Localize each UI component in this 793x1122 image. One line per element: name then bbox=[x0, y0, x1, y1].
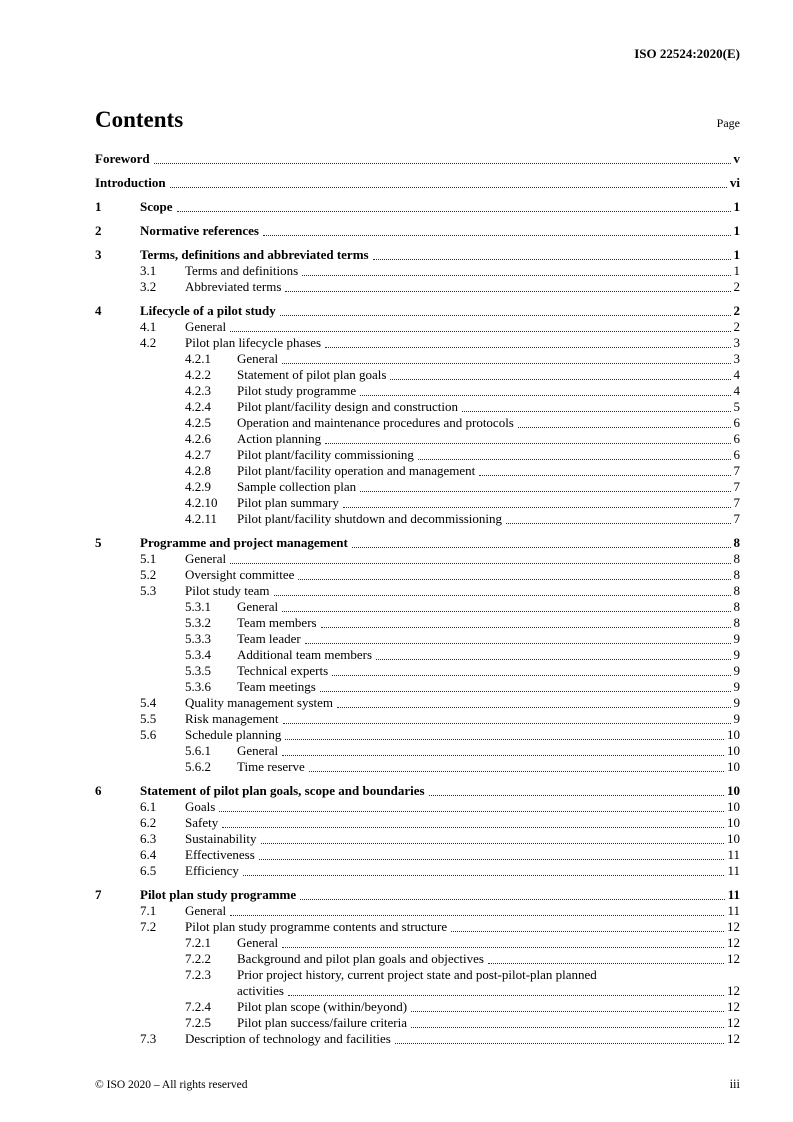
entry-leader bbox=[429, 795, 724, 796]
entry-number: 5.3.3 bbox=[185, 631, 211, 646]
entry-leader bbox=[285, 291, 730, 292]
toc-entry bbox=[185, 367, 740, 383]
entry-leader bbox=[506, 523, 730, 524]
entry-page: vi bbox=[729, 175, 740, 190]
footer-copyright: © ISO 2020 – All rights reserved bbox=[95, 1079, 248, 1091]
entry-page: 12 bbox=[727, 951, 740, 966]
entry-page: 6 bbox=[733, 431, 740, 446]
entry-label: Time reserve bbox=[237, 759, 305, 774]
toc-entry bbox=[185, 967, 740, 983]
entry-number: 4.2.7 bbox=[185, 447, 211, 462]
toc-entry bbox=[185, 447, 740, 463]
entry-number: 4.2.6 bbox=[185, 431, 211, 446]
entry-page: 8 bbox=[733, 583, 740, 598]
entry-leader bbox=[263, 235, 731, 236]
entry-number: 6.3 bbox=[140, 831, 157, 846]
toc-entry bbox=[185, 431, 740, 447]
entry-number: 3 bbox=[95, 247, 102, 262]
toc-entry bbox=[185, 935, 740, 951]
entry-page: 7 bbox=[733, 463, 740, 478]
entry-number: 4.2.9 bbox=[185, 479, 211, 494]
entry-page: 7 bbox=[733, 511, 740, 526]
entry-label: Team leader bbox=[237, 631, 301, 646]
entry-page: 2 bbox=[733, 303, 740, 318]
entry-label: General bbox=[237, 743, 279, 758]
entry-leader bbox=[321, 627, 731, 628]
entry-number: 1 bbox=[95, 199, 102, 214]
entry-label: Pilot plant/facility design and construction bbox=[237, 399, 458, 414]
toc-entry bbox=[185, 463, 740, 479]
entry-page: 4 bbox=[733, 367, 740, 382]
entry-label: Pilot plant/facility operation and management bbox=[237, 463, 476, 478]
entry-number: 6.2 bbox=[140, 815, 157, 830]
entry-label: General bbox=[237, 599, 279, 614]
entry-number: 7.2 bbox=[140, 919, 157, 934]
toc-entry bbox=[185, 383, 740, 399]
entry-number: 4.2.4 bbox=[185, 399, 211, 414]
entry-page: 12 bbox=[727, 999, 740, 1014]
toc-entry bbox=[140, 279, 740, 295]
entry-page: 9 bbox=[733, 711, 740, 726]
entry-leader bbox=[177, 211, 731, 212]
toc-entry bbox=[95, 175, 740, 191]
entry-label: Lifecycle of a pilot study bbox=[140, 303, 276, 318]
entry-label: Abbreviated terms bbox=[185, 279, 282, 294]
entry-label: General bbox=[185, 319, 227, 334]
entry-page: 12 bbox=[727, 919, 740, 934]
entry-label: Additional team members bbox=[237, 647, 373, 662]
entry-label: Description of technology and facilities bbox=[185, 1031, 391, 1046]
entry-page: 9 bbox=[733, 647, 740, 662]
entry-number: 6.4 bbox=[140, 847, 157, 862]
entry-leader bbox=[343, 507, 731, 508]
entry-leader bbox=[373, 259, 731, 260]
entry-label: Risk management bbox=[185, 711, 279, 726]
entry-page: 10 bbox=[727, 759, 740, 774]
entry-number: 6.5 bbox=[140, 863, 157, 878]
entry-leader bbox=[243, 875, 725, 876]
toc-entry bbox=[140, 863, 740, 879]
entry-label: Scope bbox=[140, 199, 173, 214]
entry-page: 9 bbox=[733, 695, 740, 710]
entry-leader bbox=[282, 611, 730, 612]
toc-entry bbox=[185, 679, 740, 695]
entry-label: Pilot plan scope (within/beyond) bbox=[237, 999, 408, 1014]
entry-label: Terms and definitions bbox=[185, 263, 299, 278]
toc-entry bbox=[140, 919, 740, 935]
toc-entry bbox=[185, 599, 740, 615]
entry-label: Pilot plant/facility commissioning bbox=[237, 447, 414, 462]
toc-entry bbox=[140, 551, 740, 567]
entry-number: 5.6 bbox=[140, 727, 157, 742]
entry-label: Foreword bbox=[95, 151, 150, 166]
entry-leader bbox=[288, 995, 724, 996]
entry-number: 4.2.1 bbox=[185, 351, 211, 366]
entry-leader bbox=[302, 275, 730, 276]
entry-leader bbox=[337, 707, 730, 708]
toc-entry bbox=[140, 727, 740, 743]
entry-leader bbox=[222, 827, 724, 828]
entry-number: 5.3.6 bbox=[185, 679, 211, 694]
toc-entry bbox=[185, 663, 740, 679]
entry-number: 6.1 bbox=[140, 799, 157, 814]
toc-list bbox=[95, 151, 740, 1047]
entry-page: 3 bbox=[733, 351, 740, 366]
toc-entry bbox=[140, 1031, 740, 1047]
entry-leader bbox=[154, 163, 731, 164]
toc-entry bbox=[140, 319, 740, 335]
toc-entry-continuation bbox=[185, 983, 740, 999]
entry-leader bbox=[283, 723, 731, 724]
entry-number: 5.5 bbox=[140, 711, 157, 726]
entry-page: 3 bbox=[733, 335, 740, 350]
entry-leader bbox=[219, 811, 724, 812]
entry-leader bbox=[352, 547, 731, 548]
entry-label: Operation and maintenance procedures and protocols bbox=[237, 415, 514, 430]
entry-page: 9 bbox=[733, 679, 740, 694]
toc-entry bbox=[140, 695, 740, 711]
entry-page: 10 bbox=[727, 727, 740, 742]
entry-label: Pilot plant/facility shutdown and decommissioning bbox=[237, 511, 503, 526]
entry-number: 4.2.8 bbox=[185, 463, 211, 478]
entry-label: Prior project history, current project state and post-pilot-plan planned bbox=[237, 967, 597, 982]
entry-number: 4.2.11 bbox=[185, 511, 218, 526]
entry-leader bbox=[411, 1027, 724, 1028]
toc-entry bbox=[185, 511, 740, 527]
toc-title: Contents bbox=[95, 107, 184, 132]
entry-label: Team members bbox=[237, 615, 317, 630]
entry-leader bbox=[282, 947, 724, 948]
entry-label: Pilot plan lifecycle phases bbox=[185, 335, 322, 350]
entry-number: 3.1 bbox=[140, 263, 157, 278]
entry-label: Team meetings bbox=[237, 679, 316, 694]
toc-entry bbox=[95, 223, 740, 239]
entry-label: Normative references bbox=[140, 223, 259, 238]
entry-page: 8 bbox=[733, 535, 740, 550]
toc-entry bbox=[185, 415, 740, 431]
toc-page-label: Page bbox=[716, 116, 740, 130]
toc-entry bbox=[95, 199, 740, 215]
entry-label: Technical experts bbox=[237, 663, 329, 678]
footer-page-number: iii bbox=[729, 1077, 740, 1091]
entry-page: 11 bbox=[727, 847, 740, 862]
toc-entry bbox=[140, 583, 740, 599]
header-doc-ref: ISO 22524:2020(E) bbox=[634, 46, 740, 61]
entry-number: 4.2.2 bbox=[185, 367, 211, 382]
entry-leader bbox=[518, 427, 731, 428]
entry-label: Safety bbox=[185, 815, 219, 830]
toc-entry bbox=[140, 903, 740, 919]
toc-entry bbox=[185, 631, 740, 647]
entry-leader bbox=[488, 963, 724, 964]
toc-entry bbox=[95, 535, 740, 551]
entry-page: v bbox=[733, 151, 740, 166]
entry-page: 11 bbox=[727, 887, 740, 902]
entry-label: Statement of pilot plan goals, scope and boundaries bbox=[140, 783, 425, 798]
entry-number: 7 bbox=[95, 887, 102, 902]
entry-leader bbox=[280, 315, 731, 316]
entry-page: 6 bbox=[733, 415, 740, 430]
entry-number: 7.2.5 bbox=[185, 1015, 211, 1030]
entry-number: 5.6.1 bbox=[185, 743, 211, 758]
entry-leader bbox=[285, 739, 724, 740]
toc-entry bbox=[140, 815, 740, 831]
footer bbox=[95, 1077, 740, 1092]
entry-label: Pilot plan study programme bbox=[140, 887, 297, 902]
toc-entry bbox=[95, 247, 740, 263]
toc-entry bbox=[140, 711, 740, 727]
entry-leader bbox=[309, 771, 724, 772]
toc-entry bbox=[185, 1015, 740, 1031]
entry-number: 5.3.5 bbox=[185, 663, 211, 678]
entry-page: 2 bbox=[733, 319, 740, 334]
entry-leader bbox=[282, 363, 730, 364]
entry-page: 10 bbox=[727, 743, 740, 758]
toc-entry bbox=[185, 759, 740, 775]
entry-page: 12 bbox=[727, 935, 740, 950]
entry-page: 6 bbox=[733, 447, 740, 462]
entry-page: 9 bbox=[733, 663, 740, 678]
entry-leader bbox=[261, 843, 725, 844]
entry-label: Sustainability bbox=[185, 831, 257, 846]
entry-number: 3.2 bbox=[140, 279, 157, 294]
entry-number: 5.3.1 bbox=[185, 599, 211, 614]
toc-entry bbox=[140, 831, 740, 847]
entry-leader bbox=[390, 379, 730, 380]
entry-leader bbox=[230, 915, 724, 916]
entry-number: 7.1 bbox=[140, 903, 157, 918]
entry-number: 5.3 bbox=[140, 583, 157, 598]
toc-entry bbox=[185, 615, 740, 631]
entry-page: 7 bbox=[733, 479, 740, 494]
contents-header bbox=[95, 108, 740, 131]
toc-entry bbox=[185, 999, 740, 1015]
entry-label: Statement of pilot plan goals bbox=[237, 367, 387, 382]
entry-page: 8 bbox=[733, 615, 740, 630]
entry-label: activities bbox=[237, 983, 284, 998]
entry-leader bbox=[462, 411, 731, 412]
entry-number: 4.1 bbox=[140, 319, 157, 334]
entry-leader bbox=[320, 691, 731, 692]
entry-page: 12 bbox=[727, 1031, 740, 1046]
entry-leader bbox=[411, 1011, 724, 1012]
entry-number: 7.3 bbox=[140, 1031, 157, 1046]
entry-number: 4 bbox=[95, 303, 102, 318]
entry-label: General bbox=[237, 351, 279, 366]
entry-leader bbox=[395, 1043, 724, 1044]
toc-entry bbox=[140, 263, 740, 279]
entry-label: Programme and project management bbox=[140, 535, 348, 550]
entry-page: 1 bbox=[733, 247, 740, 262]
entry-page: 1 bbox=[733, 199, 740, 214]
entry-label: Sample collection plan bbox=[237, 479, 357, 494]
entry-label: Pilot study team bbox=[185, 583, 270, 598]
entry-page: 12 bbox=[727, 983, 740, 998]
entry-leader bbox=[230, 563, 730, 564]
entry-page: 10 bbox=[727, 799, 740, 814]
entry-label: Pilot plan summary bbox=[237, 495, 339, 510]
toc-entry bbox=[185, 743, 740, 759]
entry-number: 5.2 bbox=[140, 567, 157, 582]
entry-number: 7.2.2 bbox=[185, 951, 211, 966]
entry-number: 5.6.2 bbox=[185, 759, 211, 774]
entry-leader bbox=[274, 595, 731, 596]
entry-number: 4.2.5 bbox=[185, 415, 211, 430]
entry-number: 5.3.4 bbox=[185, 647, 211, 662]
entry-page: 10 bbox=[727, 831, 740, 846]
toc-entry bbox=[95, 151, 740, 167]
entry-leader bbox=[300, 899, 725, 900]
entry-number: 5.4 bbox=[140, 695, 157, 710]
entry-page: 12 bbox=[727, 1015, 740, 1030]
entry-leader bbox=[332, 675, 730, 676]
toc-entry bbox=[185, 951, 740, 967]
entry-label: Background and pilot plan goals and objectives bbox=[237, 951, 484, 966]
entry-number: 4.2.3 bbox=[185, 383, 211, 398]
entry-leader bbox=[376, 659, 730, 660]
entry-leader bbox=[282, 755, 724, 756]
entry-leader bbox=[325, 347, 730, 348]
toc-entry bbox=[185, 647, 740, 663]
entry-label: General bbox=[185, 551, 227, 566]
toc-entry bbox=[185, 495, 740, 511]
entry-label: Terms, definitions and abbreviated terms bbox=[140, 247, 369, 262]
entry-label: Efficiency bbox=[185, 863, 239, 878]
entry-leader bbox=[230, 331, 730, 332]
toc-entry bbox=[95, 303, 740, 319]
toc-entry bbox=[185, 399, 740, 415]
entry-number: 6 bbox=[95, 783, 102, 798]
toc-entry bbox=[140, 847, 740, 863]
toc-entry bbox=[185, 351, 740, 367]
entry-label: Schedule planning bbox=[185, 727, 282, 742]
entry-page: 10 bbox=[727, 783, 740, 798]
entry-page: 8 bbox=[733, 551, 740, 566]
entry-leader bbox=[451, 931, 724, 932]
toc-entry bbox=[185, 479, 740, 495]
entry-leader bbox=[325, 443, 730, 444]
entry-number: 4.2.10 bbox=[185, 495, 218, 510]
entry-label: General bbox=[185, 903, 227, 918]
entry-page: 11 bbox=[727, 863, 740, 878]
entry-leader bbox=[418, 459, 731, 460]
entry-page: 1 bbox=[733, 223, 740, 238]
entry-page: 7 bbox=[733, 495, 740, 510]
entry-page: 8 bbox=[733, 599, 740, 614]
entry-label: Pilot study programme bbox=[237, 383, 357, 398]
entry-leader bbox=[360, 491, 730, 492]
entry-label: Oversight committee bbox=[185, 567, 295, 582]
entry-leader bbox=[259, 859, 725, 860]
entry-label: General bbox=[237, 935, 279, 950]
entry-number: 7.2.4 bbox=[185, 999, 211, 1014]
entry-page: 4 bbox=[733, 383, 740, 398]
entry-label: Introduction bbox=[95, 175, 166, 190]
entry-leader bbox=[305, 643, 731, 644]
entry-number: 5.3.2 bbox=[185, 615, 211, 630]
entry-label: Action planning bbox=[237, 431, 322, 446]
entry-page: 9 bbox=[733, 631, 740, 646]
entry-page: 1 bbox=[733, 263, 740, 278]
toc-entry bbox=[95, 887, 740, 903]
entry-label: Goals bbox=[185, 799, 216, 814]
entry-label: Quality management system bbox=[185, 695, 334, 710]
toc-entry bbox=[95, 783, 740, 799]
toc-entry bbox=[140, 335, 740, 351]
entry-page: 2 bbox=[733, 279, 740, 294]
entry-leader bbox=[170, 187, 727, 188]
entry-label: Pilot plan success/failure criteria bbox=[237, 1015, 408, 1030]
entry-page: 11 bbox=[727, 903, 740, 918]
entry-label: Effectiveness bbox=[185, 847, 255, 862]
entry-number: 7.2.1 bbox=[185, 935, 211, 950]
entry-number: 4.2 bbox=[140, 335, 157, 350]
entry-number: 7.2.3 bbox=[185, 967, 211, 982]
entry-label: Pilot plan study programme contents and structure bbox=[185, 919, 448, 934]
entry-page: 8 bbox=[733, 567, 740, 582]
entry-number: 2 bbox=[95, 223, 102, 238]
toc-entry bbox=[140, 799, 740, 815]
entry-leader bbox=[479, 475, 730, 476]
entry-page: 10 bbox=[727, 815, 740, 830]
entry-leader bbox=[298, 579, 730, 580]
entry-number: 5 bbox=[95, 535, 102, 550]
toc-entry bbox=[140, 567, 740, 583]
entry-page: 5 bbox=[733, 399, 740, 414]
entry-number: 5.1 bbox=[140, 551, 157, 566]
entry-leader bbox=[360, 395, 730, 396]
